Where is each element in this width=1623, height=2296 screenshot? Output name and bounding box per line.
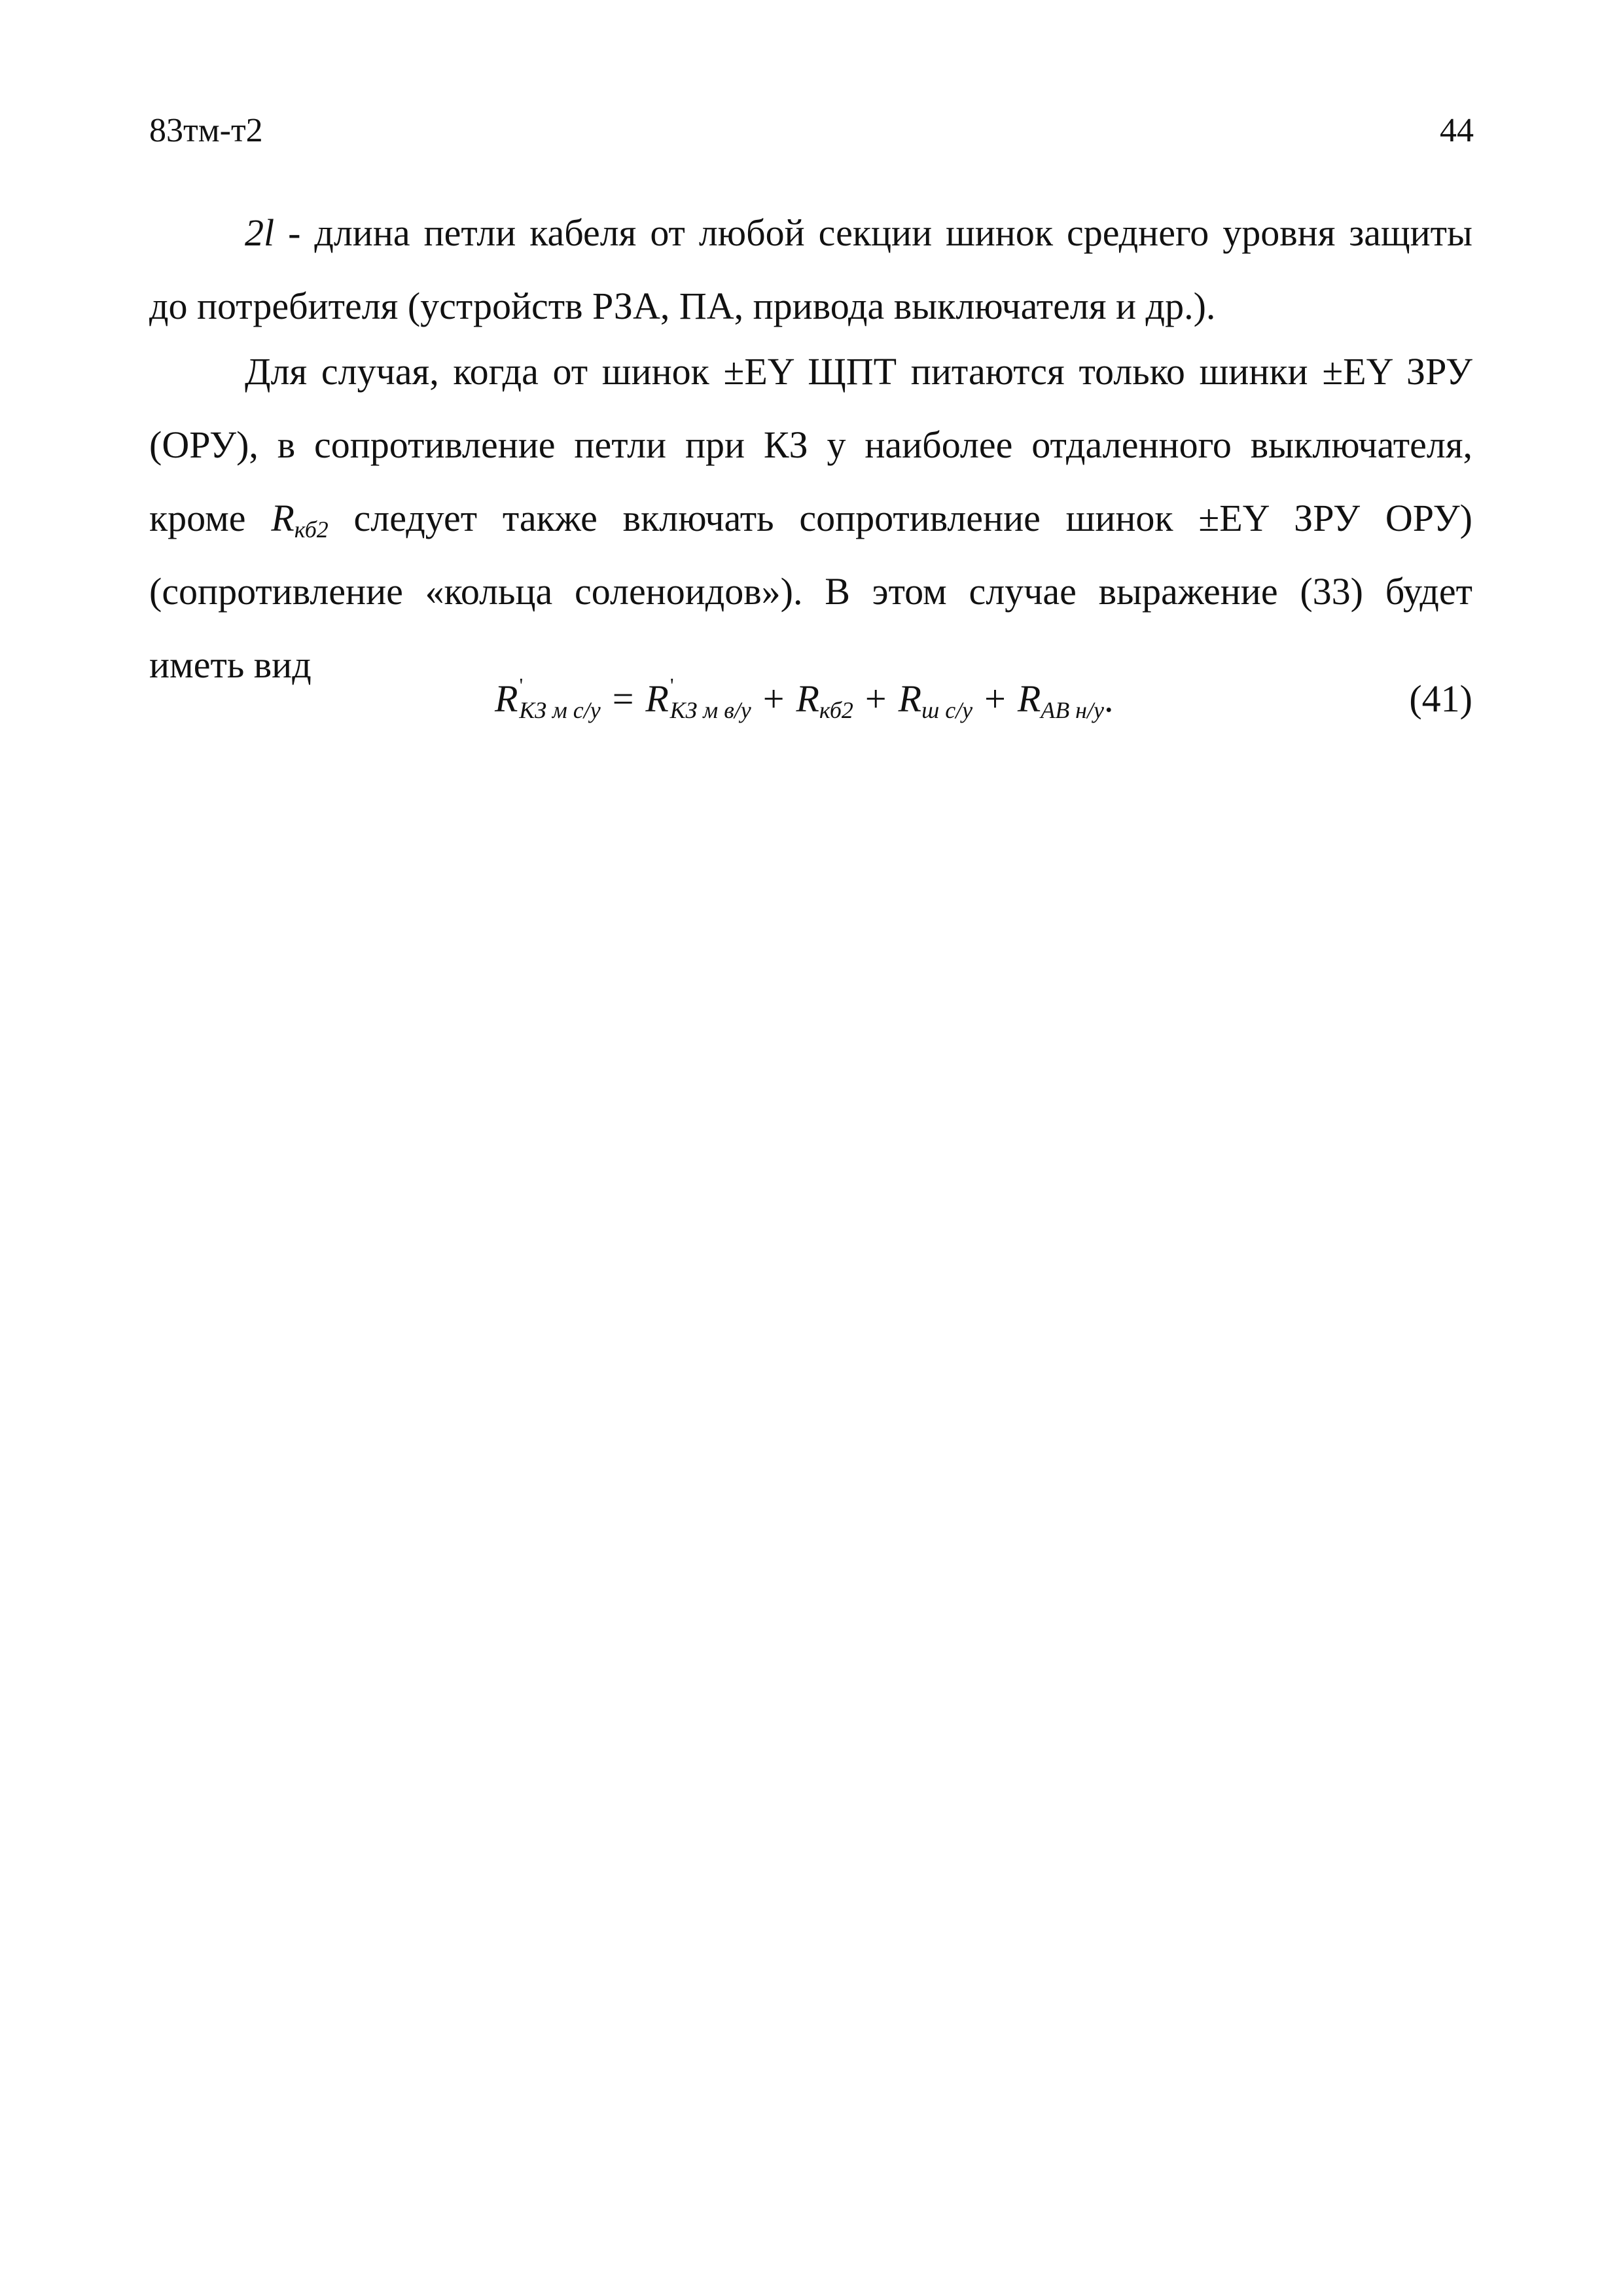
plus-sign: + <box>762 677 785 720</box>
equation-lhs: $R'_{КЗ м с/у}$ <box>495 674 601 724</box>
equals-sign: = <box>612 677 634 720</box>
paragraph-cable-loop <box>149 196 1472 343</box>
equation-term-2: $R_{кб2}$ <box>796 677 853 724</box>
symbol-r-kb2: $R_{кб2}$ <box>271 497 329 543</box>
plus-sign: + <box>984 677 1006 720</box>
document-code: 83тм-т2 <box>149 112 263 149</box>
variable-2l: 2l <box>245 211 275 254</box>
paragraph-text: - длина петли кабеля от любой секции шинок среднего уровня защиты до потребителя (устройств РЗА, ПА, привода выключателя и др.). <box>149 211 1472 327</box>
equation-41 <box>149 662 1472 736</box>
plus-sign: + <box>865 677 887 720</box>
page-number: 44 <box>1440 112 1474 149</box>
equation-body <box>495 662 1113 736</box>
equation-term-1: $R'_{КЗ м в/у}$ <box>645 674 751 724</box>
paragraph-text-part1: Для случая, когда от шинок ±EY ЩПТ питаются только шинки ±EY ЗРУ (ОРУ), в сопротивление петли при КЗ у наиболее отдаленного выключателя, кроме <box>149 350 1472 539</box>
equation-term-4: $R_{АВ н/у}$ <box>1017 677 1104 724</box>
paragraph-text-part2: следует также включать сопротивление шинок ±EY ЗРУ ОРУ) (сопротивление «кольца соленоидов»). В этом случае выражение (33) будет иметь вид <box>149 497 1472 686</box>
paragraph-solenoid-ring <box>149 335 1472 702</box>
equation-period: . <box>1103 677 1114 720</box>
equation-term-3: $R_{ш с/у}$ <box>898 677 973 724</box>
equation-number: (41) <box>1409 677 1472 720</box>
